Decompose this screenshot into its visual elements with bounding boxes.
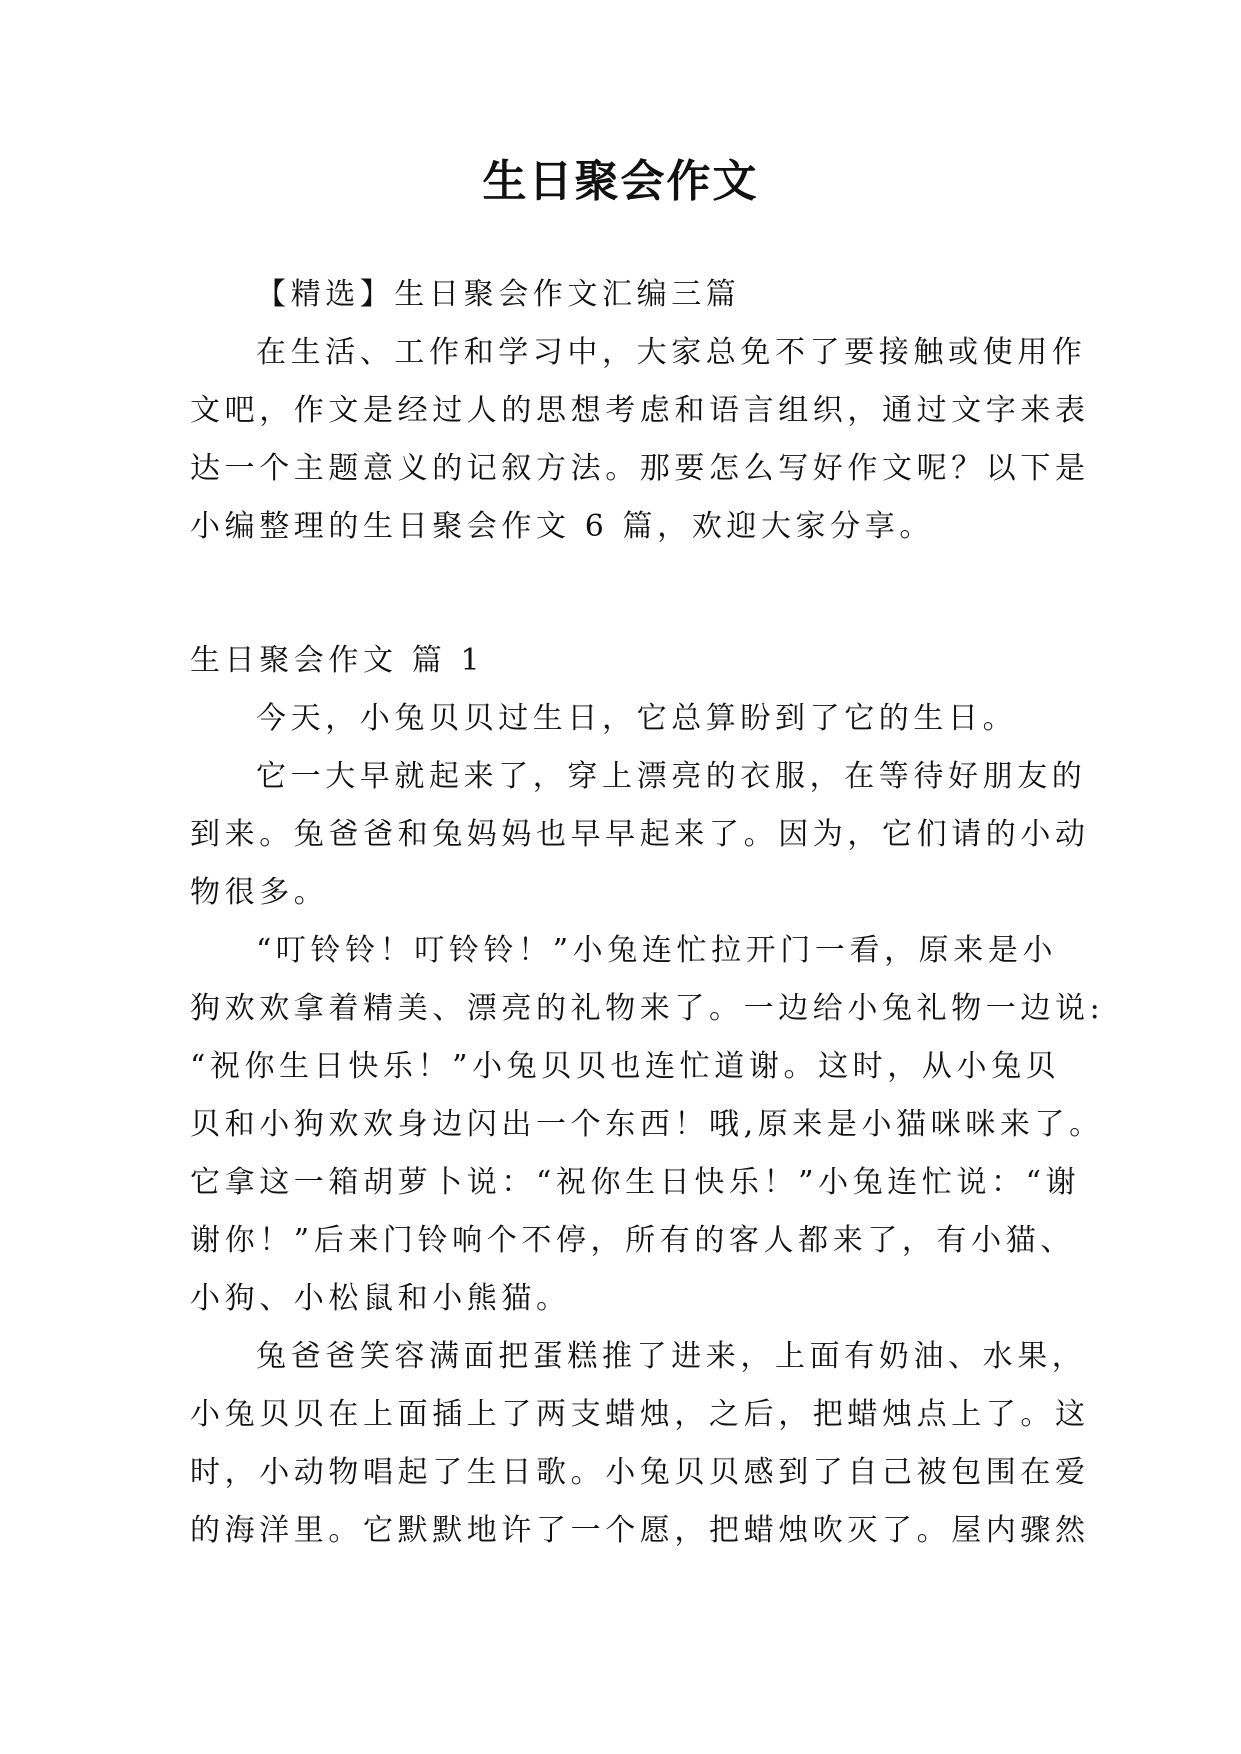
document-title: 生日聚会作文 xyxy=(482,156,759,207)
paragraph-line: “叮铃铃！叮铃铃！”小兔连忙拉开门一看，原来是小 xyxy=(256,933,1058,968)
paragraph-line: 它拿这一箱胡萝卜说：“祝你生日快乐！”小兔连忙说：“谢 xyxy=(190,1165,1081,1200)
paragraph-line: 今天，小兔贝贝过生日，它总算盼到了它的生日。 xyxy=(256,701,1018,736)
paragraph-line: 狗欢欢拿着精美、漂亮的礼物来了。一边给小兔礼物一边说: xyxy=(190,991,1105,1026)
section-1-heading: 生日聚会作文 篇 1 xyxy=(190,643,485,678)
intro-block xyxy=(190,266,1090,556)
paragraph-line: 谢你！”后来门铃响个不停，所有的客人都来了，有小猫、 xyxy=(190,1223,1075,1258)
paragraph-line: 小兔贝贝在上面插上了两支蜡烛，之后，把蜡烛点上了。这 xyxy=(190,1397,1090,1432)
paragraph-line: 它一大早就起来了，穿上漂亮的衣服，在等待好朋友的 xyxy=(256,759,1087,794)
intro-line: 在生活、工作和学习中，大家总免不了要接触或使用作 xyxy=(256,335,1087,370)
paragraph-line: 贝和小狗欢欢身边闪出一个东西！哦,原来是小猫咪咪来了。 xyxy=(190,1107,1104,1142)
paragraph-line: “祝你生日快乐！”小兔贝贝也连忙道谢。这时，从小兔贝 xyxy=(190,1049,1061,1084)
intro-line: 达一个主题意义的记叙方法。那要怎么写好作文呢？以下是 xyxy=(190,451,1090,486)
paragraph-line: 物很多。 xyxy=(190,875,329,910)
paragraph-line: 的海洋里。它默默地许了一个愿，把蜡烛吹灭了。屋内骤然 xyxy=(190,1513,1090,1548)
paragraph-line: 小狗、小松鼠和小熊猫。 xyxy=(190,1281,571,1316)
intro-line: 小编整理的生日聚会作文 6 篇，欢迎大家分享。 xyxy=(190,509,934,544)
section-1-block xyxy=(190,632,1105,1560)
intro-line: 文吧，作文是经过人的思想考虑和语言组织，通过文字来表 xyxy=(190,393,1090,428)
intro-heading: 【精选】生日聚会作文汇编三篇 xyxy=(256,277,741,312)
paragraph-line: 到来。兔爸爸和兔妈妈也早早起来了。因为，它们请的小动 xyxy=(190,817,1090,852)
paragraph-line: 时，小动物唱起了生日歌。小兔贝贝感到了自己被包围在爱 xyxy=(190,1455,1090,1490)
paragraph-line: 兔爸爸笑容满面把蛋糕推了进来，上面有奶油、水果， xyxy=(256,1339,1087,1374)
